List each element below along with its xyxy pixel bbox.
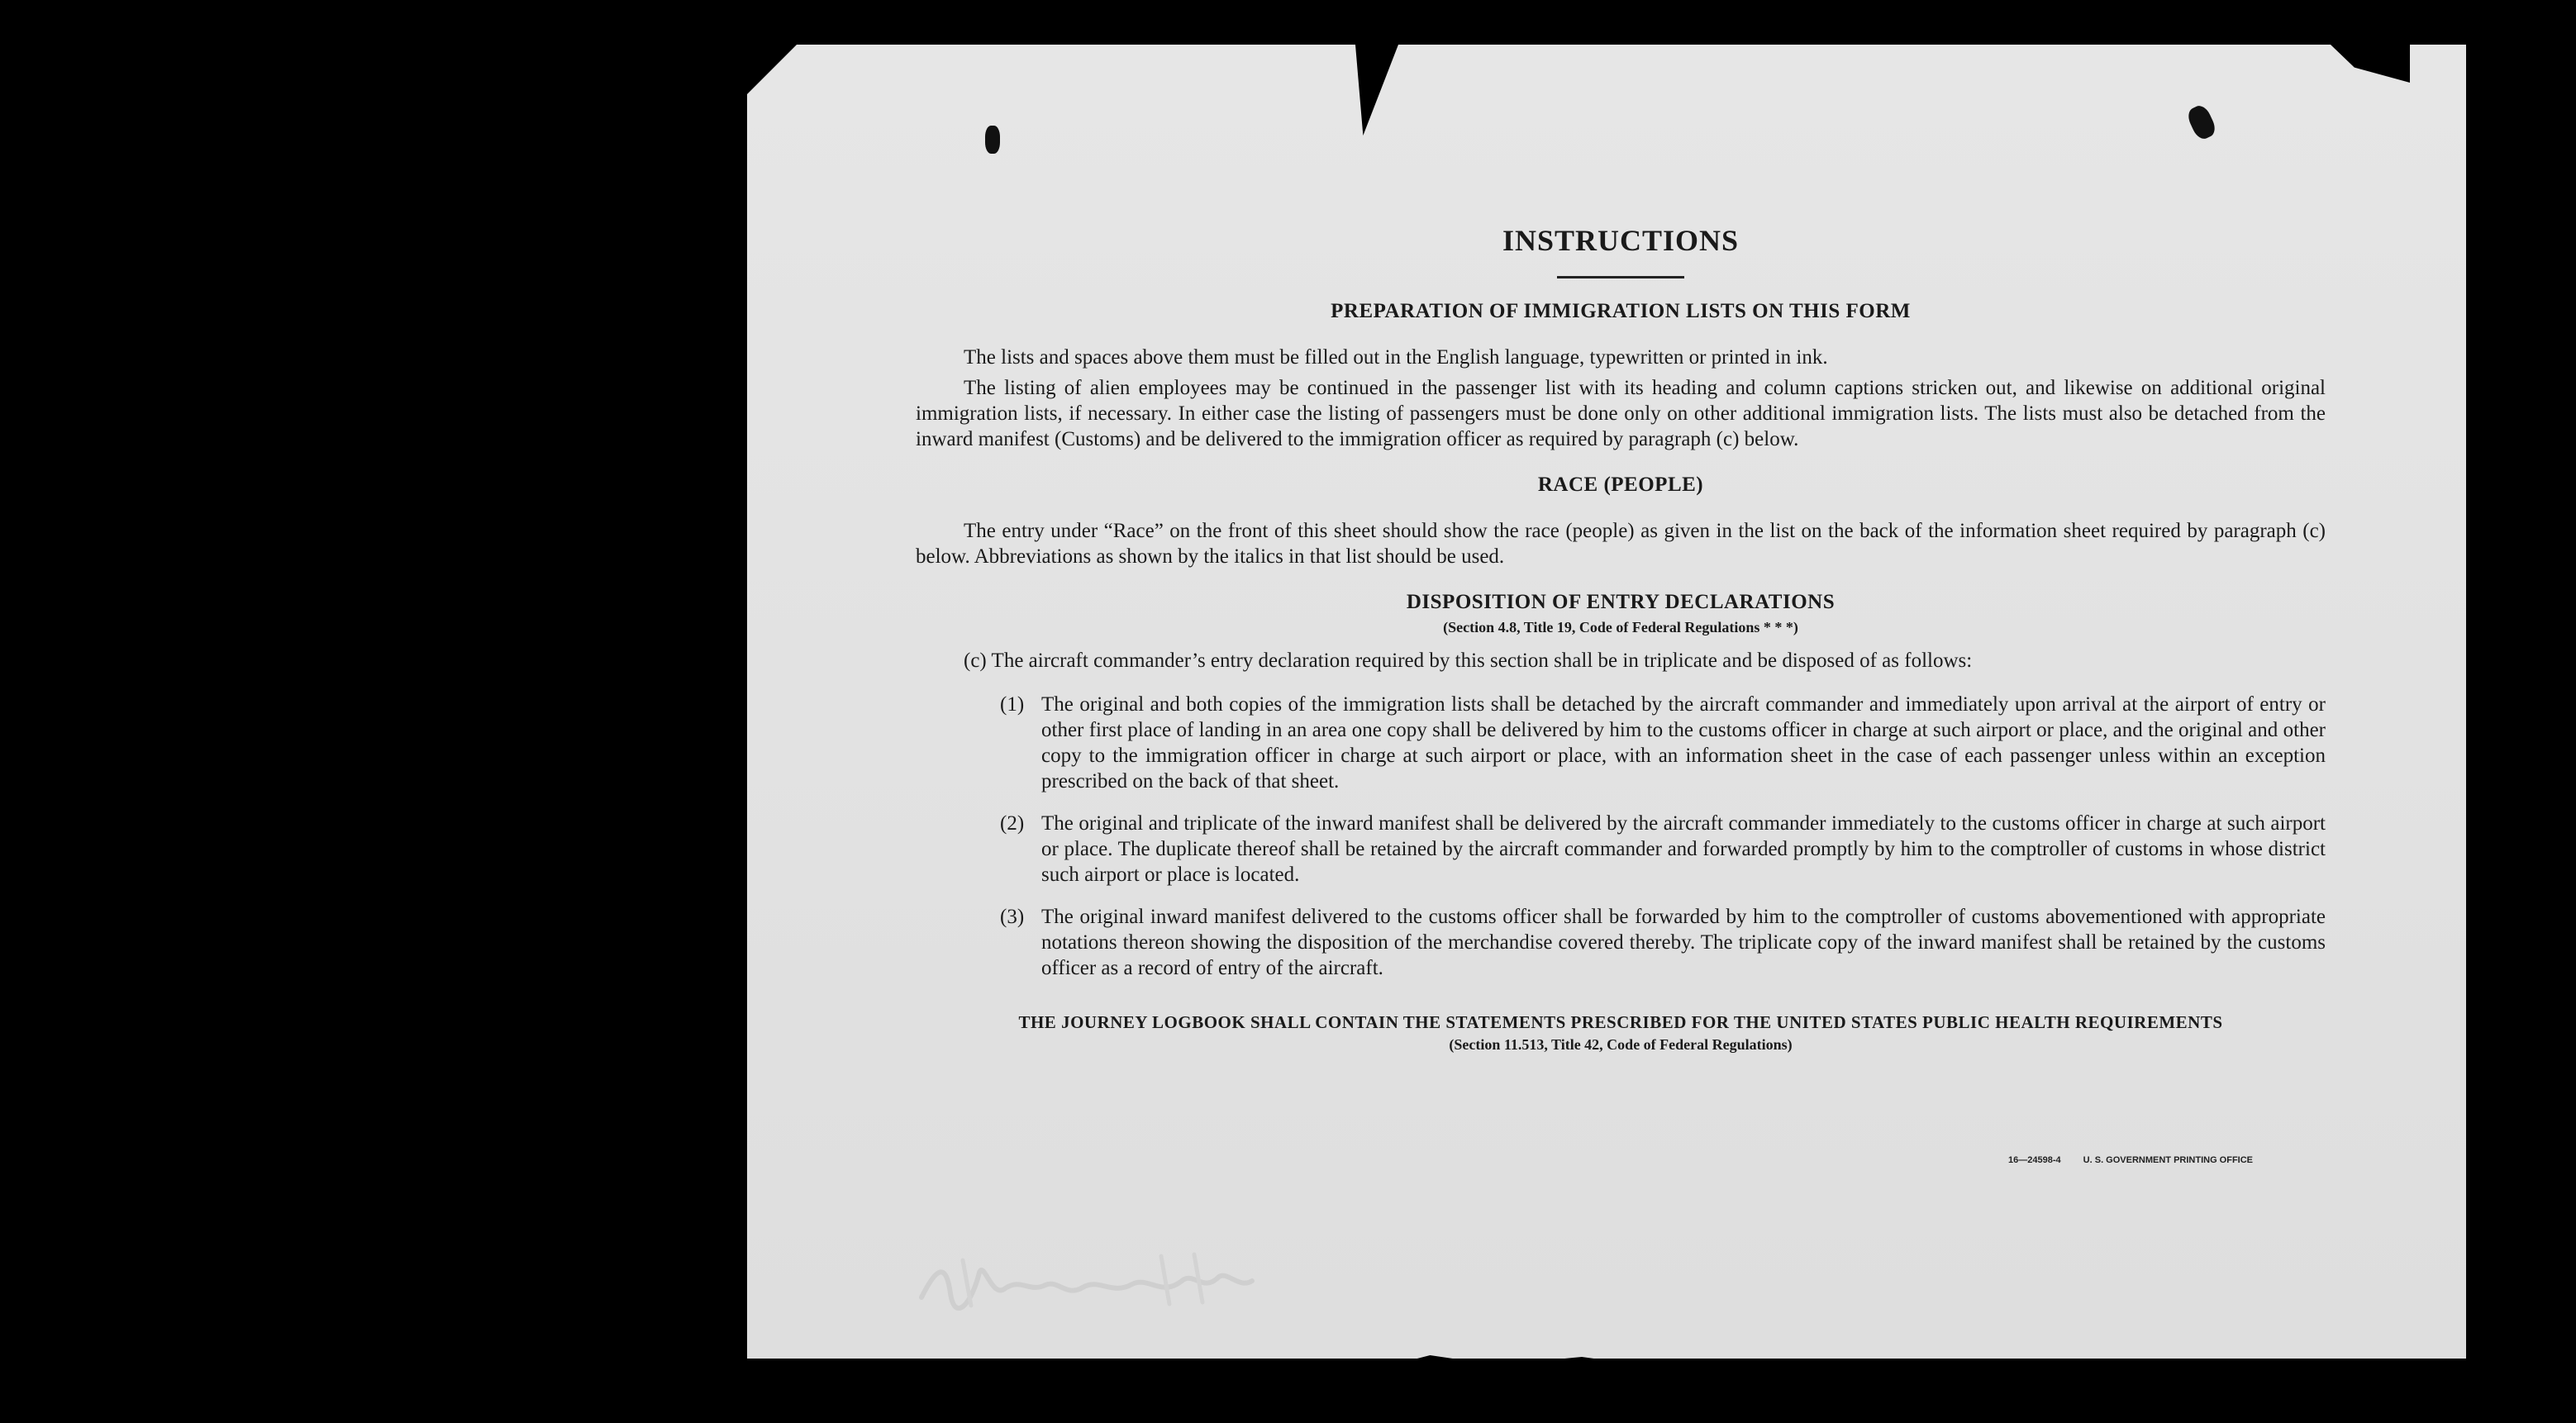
- logbook-citation: (Section 11.513, Title 42, Code of Federal Regulations): [1449, 1036, 1793, 1053]
- race-heading: RACE (PEOPLE): [1537, 474, 1704, 496]
- disposition-citation: (Section 4.8, Title 19, Code of Federal Regulations * * *): [1443, 619, 1798, 635]
- instructions-text: [916, 223, 2326, 1054]
- printer-imprint: [2008, 1155, 2273, 1165]
- punch-hole-left: [985, 126, 1000, 154]
- faded-signature: [913, 1248, 1260, 1314]
- disposition-clause-c: (c) The aircraft commander’s entry declaration required by this section shall be in triplicate and be disposed of as follows:: [964, 650, 1973, 672]
- item-text: The original and both copies of the immigration lists shall be detached by the aircraft commander and immediately upon arrival at the airport of entry or other first place of landing in an area one copy shall be delivered by him to the customs officer in charge at such airport or place, and the original and other copy to the immigration officer in charge at such airport or place, with an information sheet in the case of each passenger unless within an exception prescribed on the back of that sheet.: [1041, 693, 2326, 792]
- item-text: The original and triplicate of the inward manifest shall be delivered by the aircraft commander immediately to the customs officer in charge at such airport or place. The duplicate thereof shall be retained by the aircraft commander and forwarded promptly by him to the comptroller of customs in whose district such airport or place is located.: [1041, 812, 2326, 886]
- item-text: The original inward manifest delivered to the customs officer shall be forwarded by him to the comptroller of customs abovementioned with appropriate notations thereon showing the disposition of the merchandise covered thereby. The triplicate copy of the inward manifest shall be retained by the customs officer as a record of entry of the aircraft.: [1041, 906, 2326, 979]
- printer-name: U. S. GOVERNMENT PRINTING OFFICE: [2083, 1155, 2254, 1165]
- item-number: (1): [1000, 693, 1025, 716]
- preparation-paragraph-2: The listing of alien employees may be continued in the passenger list with its heading and column captions stricken out, and likewise on additional original immigration lists, if necessary. In either case the listing of passengers must be done only on other additional immigration lists. The lists must also be detached from the inward manifest (Customs) and be delivered to the immigration officer as required by paragraph (c) below.: [916, 377, 2326, 450]
- preparation-paragraph-1: The lists and spaces above them must be filled out in the English language, typewritten or printed in ink.: [964, 346, 1828, 369]
- item-number: (3): [1000, 906, 1025, 928]
- preparation-heading: PREPARATION OF IMMIGRATION LISTS ON THIS FORM: [1331, 300, 1911, 322]
- title-underline: [1557, 276, 1684, 278]
- printer-code: 16—24598-4: [2008, 1155, 2061, 1165]
- disposition-item: [1000, 811, 2326, 888]
- item-number: (2): [1000, 812, 1025, 835]
- disposition-item: [1000, 904, 2326, 981]
- logbook-heading: THE JOURNEY LOGBOOK SHALL CONTAIN THE STATEMENTS PRESCRIBED FOR THE UNITED STATES PUBLIC HEALTH REQUIREMENTS: [1018, 1012, 2223, 1032]
- disposition-heading: DISPOSITION OF ENTRY DECLARATIONS: [1406, 591, 1836, 613]
- disposition-item: [1000, 692, 2326, 794]
- page-title: INSTRUCTIONS: [1502, 224, 1740, 257]
- race-paragraph: The entry under “Race” on the front of this sheet should show the race (people) as given in the list on the back of the information sheet required by paragraph (c) below. Abbreviations as shown by the italics in that list should be used.: [916, 520, 2326, 568]
